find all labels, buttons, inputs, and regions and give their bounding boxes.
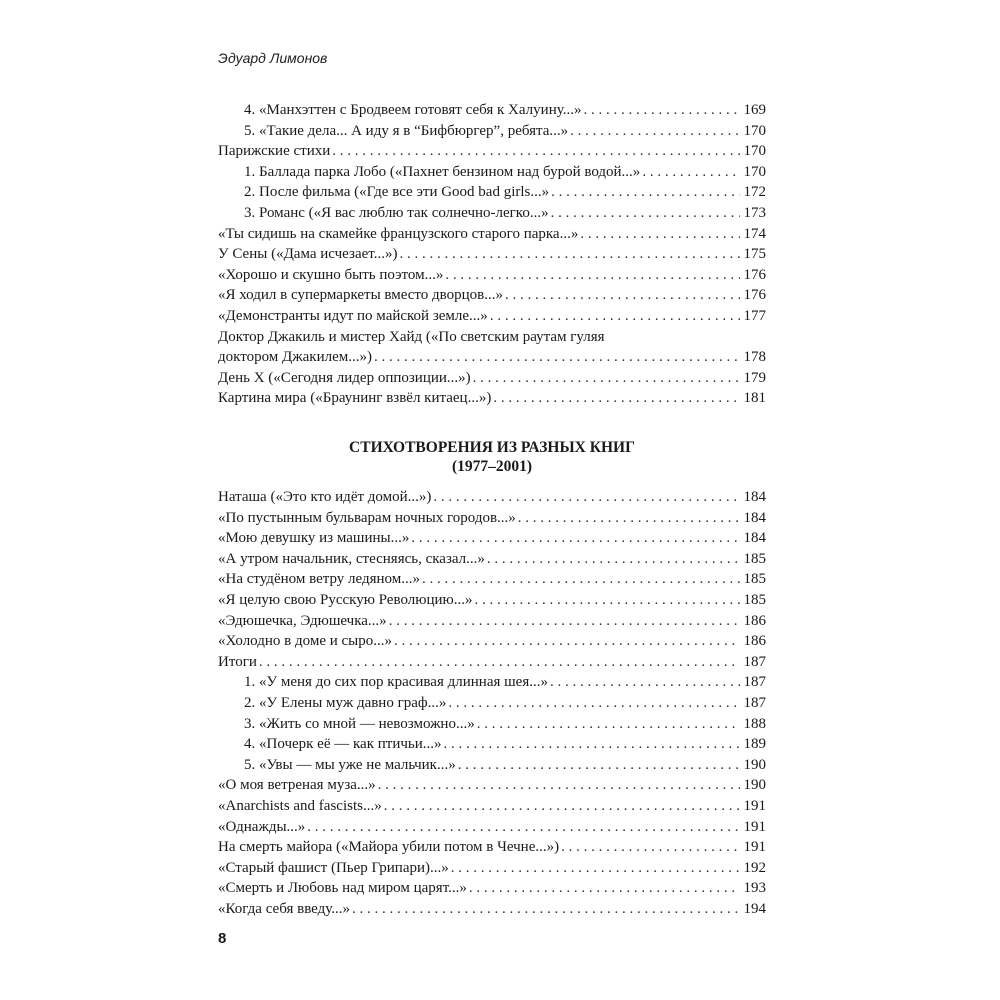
toc-entry-title: «Хорошо и скушно быть поэтом...» [218,266,444,283]
dot-leader [387,611,740,632]
toc-entry-page: 184 [743,509,766,526]
dot-leader [559,837,739,858]
toc-entry-title: «Холодно в доме и сыро...» [218,633,392,650]
toc-entry-title: «О моя ветреная муза...» [218,777,376,794]
toc-entry [218,631,766,652]
toc-entry [218,368,766,389]
toc-entry-page: 193 [743,880,766,897]
running-header: Эдуард Лимонов [218,50,328,66]
dot-leader [640,162,739,183]
toc-entry-page: 170 [743,143,766,160]
toc-entry-page: 187 [743,694,766,711]
dot-leader [257,652,740,673]
toc-entry-title: «Я ходил в супермаркеты вместо дворцов...» [218,287,503,304]
toc-entry-title: 2. После фильма («Где все эти Good bad girls...» [244,184,550,201]
toc-entry-title: 1. «У меня до сих пор красивая длинная шея...» [244,674,548,691]
toc-entry-page: 190 [743,756,766,773]
toc-entry-title: «Anarchists and fascists...» [218,797,382,814]
toc-entry-page: 188 [743,715,766,732]
toc-entry-title: На смерть майора («Майора убили потом в Чечне...») [218,839,560,856]
dot-leader [475,714,740,735]
toc-entry-title: У Сены («Дама исчезает...») [218,246,398,263]
toc-entry-title: 5. «Увы — мы уже не мальчик...» [244,756,456,773]
toc-entry-page: 177 [743,307,766,324]
dot-leader [409,528,739,549]
toc-list-2 [218,487,766,919]
toc-entry [218,817,766,838]
toc-entry [218,100,766,121]
toc-entry-title: «На студёном ветру ледяном...» [218,571,420,588]
dot-leader [446,693,739,714]
toc-entry [218,203,766,224]
dot-leader [549,182,739,203]
toc-entry [218,327,766,348]
toc-entry [218,549,766,570]
toc-entry [218,141,766,162]
toc-entry-page: 185 [743,571,766,588]
toc-entry-title: Наташа («Это кто идёт домой...») [218,489,432,505]
dot-leader [488,306,740,327]
toc-entry [218,796,766,817]
toc-entry [218,182,766,203]
toc-entry [218,487,766,508]
toc-entry [218,837,766,858]
toc-entry-title: 3. Романс («Я вас люблю так солнечно-легко...» [244,204,549,221]
toc-entry-page: 176 [743,266,766,283]
toc-entry-page: 170 [743,122,766,139]
toc-entry-title: «Однажды...» [218,818,306,835]
toc-entry [218,611,766,632]
dot-leader [443,265,739,286]
toc-entry [218,224,766,245]
toc-entry-page: 178 [743,349,766,366]
toc-entry-title: 2. «У Елены муж давно граф...» [244,694,447,711]
toc-entry-page: 176 [743,287,766,304]
toc-entry [218,693,766,714]
toc-entry-page: 172 [743,184,766,201]
toc-entry [218,858,766,879]
toc-entry-title: День X («Сегодня лидер оппозиции...») [218,369,471,386]
toc-entry [218,244,766,265]
toc-entry-page: 174 [743,225,766,242]
toc-entry [218,714,766,735]
toc-entry [218,652,766,673]
toc-entry [218,878,766,899]
dot-leader [516,508,740,529]
toc-entry-title: Парижские стихи [218,143,331,160]
toc-entry-page: 186 [743,612,766,629]
toc-entry-title: «По пустынным бульварам ночных городов...» [218,509,516,526]
toc-entry-title: Итоги [218,653,257,670]
dot-leader [471,368,740,389]
toc-entry-page: 169 [743,102,766,118]
dot-leader [491,388,739,409]
page-number: 8 [218,930,227,947]
dot-leader [431,487,739,508]
toc-entry [218,569,766,590]
dot-leader [442,734,740,755]
toc-entry-title: Картина мира («Браунинг взвёл китаец...») [218,390,492,407]
toc-entry-title: 3. «Жить со мной — невозможно...» [244,715,475,732]
section-heading: СТИХОТВОРЕНИЯ ИЗ РАЗНЫХ КНИГ [349,439,635,456]
toc-entry [218,265,766,286]
dot-leader [549,203,740,224]
toc-entry [218,162,766,183]
dot-leader [467,878,740,899]
toc-entry [218,306,766,327]
toc-entry-title: «Когда себя введу...» [218,900,351,917]
toc-entry-title: «А утром начальник, стесняясь, сказал...» [218,550,485,567]
toc-entry-page: 187 [743,674,766,691]
toc-entry-title: «Демонстранты идут по майской земле...» [218,307,488,324]
dot-leader [581,100,739,121]
toc-entry-title: 5. «Такие дела... А иду я в “Бифбюргер”, ребята...» [244,122,569,139]
toc-entry-title: «Старый фашист (Пьер Грипари)...» [218,859,449,876]
toc-entry [218,590,766,611]
toc-entry-title: «Мою девушку из машины...» [218,530,410,547]
dot-leader [578,224,739,245]
dot-leader [503,285,740,306]
toc-entry-page: 185 [743,550,766,567]
toc-entry-page: 191 [743,839,766,856]
dot-leader [472,590,739,611]
toc-entry [218,672,766,693]
toc-entry [218,508,766,529]
toc-entry-title: 4. «Почерк её — как птичьи...» [244,736,442,753]
toc-entry-title: Доктор Джакиль и мистер Хайд («По светским раутам гуляя [218,328,605,345]
toc-entry-page: 170 [743,163,766,180]
toc-entry-page: 187 [743,653,766,670]
toc-entry-page: 181 [743,390,766,407]
toc-entry [218,899,766,920]
toc-entry-page: 184 [743,489,766,505]
toc-entry [218,755,766,776]
toc-entry-page: 190 [743,777,766,794]
dot-leader [392,631,740,652]
toc-entry-page: 186 [743,633,766,650]
dot-leader [420,569,740,590]
dot-leader [456,755,740,776]
toc-entry-title: «Эдюшечка, Эдюшечка...» [218,612,387,629]
toc-entry [218,121,766,142]
dot-leader [568,121,739,142]
toc-entry-page: 194 [743,900,766,917]
dot-leader [330,141,739,162]
toc-entry-page: 191 [743,818,766,835]
toc-entry-title: «Ты сидишь на скамейке французского старого парка...» [218,225,579,242]
toc-entry [218,775,766,796]
toc-entry-title: доктором Джакилем...») [218,349,372,366]
toc-entry-title: 1. Баллада парка Лобо («Пахнет бензином над бурой водой...» [244,163,641,180]
toc-entry [218,285,766,306]
section-years: (1977–2001) [451,458,533,475]
dot-leader [376,775,740,796]
dot-leader [548,672,740,693]
dot-leader [485,549,740,570]
dot-leader [382,796,740,817]
toc-list-1 [218,100,766,409]
dot-leader [397,244,739,265]
toc-entry [218,388,766,409]
dot-leader [372,347,740,368]
toc-entry-page: 185 [743,591,766,608]
toc-entry-title: «Я целую свою Русскую Революцию...» [218,591,473,608]
toc-entry-page: 173 [743,204,766,221]
toc-entry-page: 189 [743,736,766,753]
toc-entry-title: «Смерть и Любовь над миром царят...» [218,880,467,897]
dot-leader [305,817,739,838]
toc-entry [218,734,766,755]
toc-entry-page: 175 [743,246,766,263]
toc-entry-title: 4. «Манхэттен с Бродвеем готовят себя к Халуину...» [244,102,582,118]
toc-entry-page: 192 [743,859,766,876]
toc-entry [218,528,766,549]
toc-entry [218,347,766,368]
toc-entry-page: 191 [743,797,766,814]
dot-leader [350,899,739,920]
section-title [218,438,766,476]
dot-leader [449,858,740,879]
toc-entry-page: 179 [743,369,766,386]
toc-entry-page: 184 [743,530,766,547]
